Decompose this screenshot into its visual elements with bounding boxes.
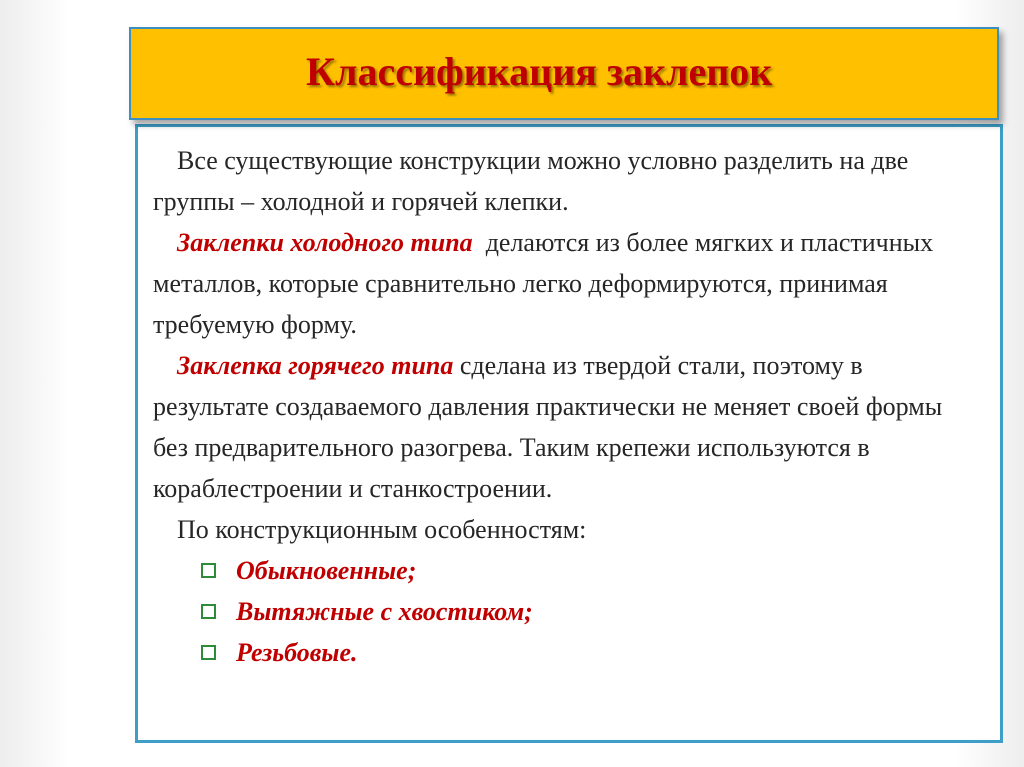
list-item: [201, 632, 973, 673]
hot-rivet-term: Заклепка горячего типа: [177, 351, 454, 380]
slide-title: Классификация заклепок: [306, 49, 773, 94]
checkbox-bullet-icon: [201, 563, 216, 578]
cold-rivet-description: делаются из более мягких и пластичных металлов, которые сравнительно легко деформируются, принимая требуемую форму.: [153, 228, 934, 339]
list-item-label: Обыкновенные;: [236, 556, 417, 585]
slide-body: [153, 140, 973, 673]
left-edge-shade: [0, 0, 70, 767]
cold-rivet-term: Заклепки холодного типа: [177, 228, 473, 257]
features-intro: По конструкционным особенностям:: [177, 515, 587, 544]
checkbox-bullet-icon: [201, 645, 216, 660]
list-item: [201, 550, 973, 591]
cold-rivet-paragraph: [153, 222, 973, 345]
list-item: [201, 591, 973, 632]
rivet-types-list: [153, 550, 973, 673]
checkbox-bullet-icon: [201, 604, 216, 619]
hot-rivet-paragraph: [153, 345, 973, 509]
hot-rivet-description: сделана из твердой стали, поэтому в результате создаваемого давления практически не меняет своей формы без предварительного разогрева. Таким крепежи используются в кораблестроении и станкостроении.: [153, 351, 943, 503]
list-item-label: Вытяжные с хвостиком;: [236, 597, 533, 626]
intro-paragraph: Все существующие конструкции можно условно разделить на две группы – холодной и горячей клепки.: [153, 146, 909, 216]
list-item-label: Резьбовые.: [236, 638, 358, 667]
